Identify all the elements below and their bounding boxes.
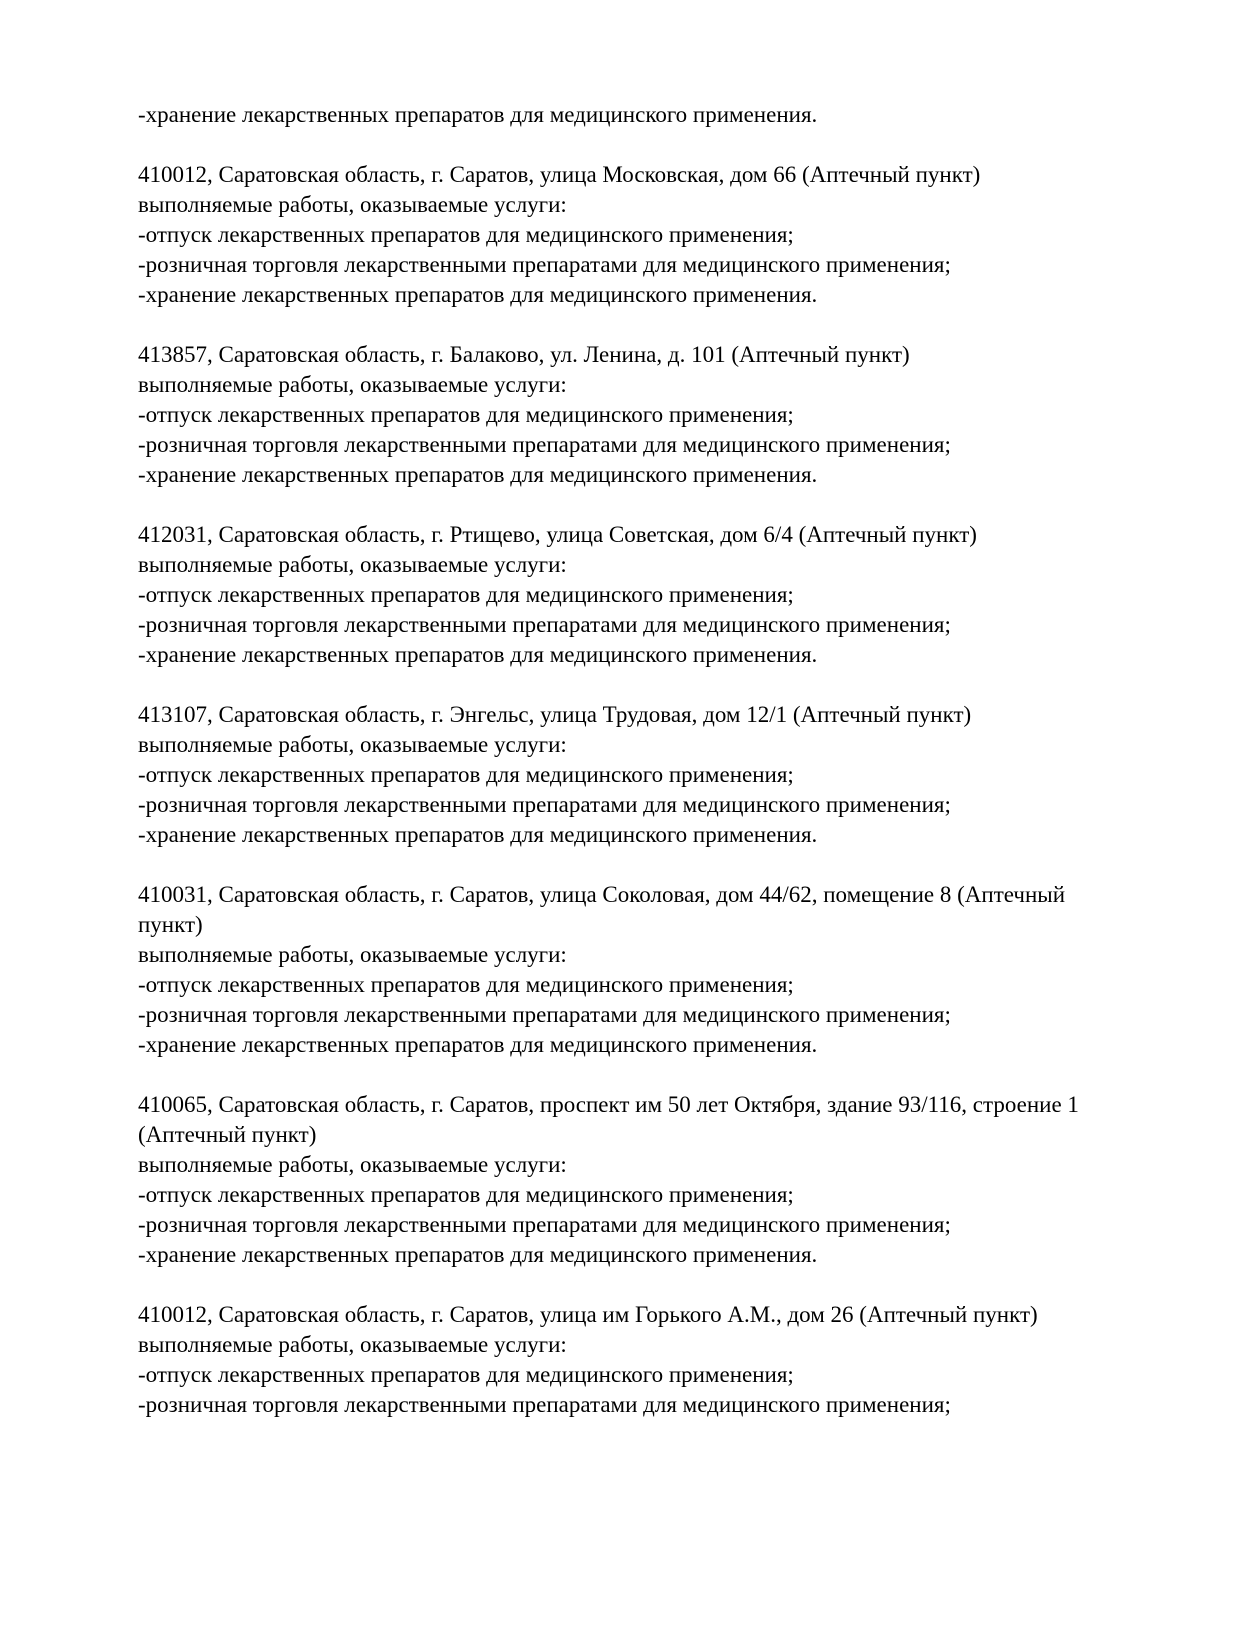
address-line: 410012, Саратовская область, г. Саратов, улица Московская, дом 66 (Аптечный пункт) xyxy=(138,162,981,187)
address-line-continued: (Аптечный пункт) xyxy=(138,1122,317,1147)
intro-service-line: -хранение лекарственных препаратов для медицинского применения. xyxy=(138,102,818,127)
service-line: -хранение лекарственных препаратов для медицинского применения. xyxy=(138,822,818,847)
service-line: -хранение лекарственных препаратов для медицинского применения. xyxy=(138,642,818,667)
service-line: -отпуск лекарственных препаратов для медицинского применения; xyxy=(138,762,794,787)
address-line: 410065, Саратовская область, г. Саратов, проспект им 50 лет Октября, здание 93/116, строение 1 xyxy=(138,1092,1079,1117)
works-header: выполняемые работы, оказываемые услуги: xyxy=(138,732,567,757)
service-line: -отпуск лекарственных препаратов для медицинского применения; xyxy=(138,972,794,997)
service-line: -отпуск лекарственных препаратов для медицинского применения; xyxy=(138,222,794,247)
service-line: -отпуск лекарственных препаратов для медицинского применения; xyxy=(138,582,794,607)
license-entry xyxy=(138,1300,1200,1420)
service-line: -отпуск лекарственных препаратов для медицинского применения; xyxy=(138,1362,794,1387)
service-line: -розничная торговля лекарственными препаратами для медицинского применения; xyxy=(138,612,951,637)
service-line: -хранение лекарственных препаратов для медицинского применения. xyxy=(138,282,818,307)
works-header: выполняемые работы, оказываемые услуги: xyxy=(138,372,567,397)
address-line: 412031, Саратовская область, г. Ртищево, улица Советская, дом 6/4 (Аптечный пункт) xyxy=(138,522,977,547)
service-line: -розничная торговля лекарственными препаратами для медицинского применения; xyxy=(138,792,951,817)
works-header: выполняемые работы, оказываемые услуги: xyxy=(138,552,567,577)
works-header: выполняемые работы, оказываемые услуги: xyxy=(138,192,567,217)
works-header: выполняемые работы, оказываемые услуги: xyxy=(138,1332,567,1357)
address-line: 410012, Саратовская область, г. Саратов, улица им Горького А.М., дом 26 (Аптечный пункт) xyxy=(138,1302,1038,1327)
service-line: -хранение лекарственных препаратов для медицинского применения. xyxy=(138,1242,818,1267)
address-line: 410031, Саратовская область, г. Саратов, улица Соколовая, дом 44/62, помещение 8 (Аптечный xyxy=(138,882,1066,907)
address-line-continued: пункт) xyxy=(138,912,203,937)
service-line: -розничная торговля лекарственными препаратами для медицинского применения; xyxy=(138,432,951,457)
service-line: -розничная торговля лекарственными препаратами для медицинского применения; xyxy=(138,252,951,277)
license-entry xyxy=(138,340,1200,490)
service-line: -розничная торговля лекарственными препаратами для медицинского применения; xyxy=(138,1212,951,1237)
license-entry xyxy=(138,160,1200,310)
license-entry xyxy=(138,1090,1200,1270)
works-header: выполняемые работы, оказываемые услуги: xyxy=(138,1152,567,1177)
license-entry xyxy=(138,700,1200,850)
service-line: -розничная торговля лекарственными препаратами для медицинского применения; xyxy=(138,1392,951,1417)
service-line: -отпуск лекарственных препаратов для медицинского применения; xyxy=(138,1182,794,1207)
service-line: -хранение лекарственных препаратов для медицинского применения. xyxy=(138,462,818,487)
works-header: выполняемые работы, оказываемые услуги: xyxy=(138,942,567,967)
service-line: -отпуск лекарственных препаратов для медицинского применения; xyxy=(138,402,794,427)
address-line: 413857, Саратовская область, г. Балаково, ул. Ленина, д. 101 (Аптечный пункт) xyxy=(138,342,910,367)
address-line: 413107, Саратовская область, г. Энгельс, улица Трудовая, дом 12/1 (Аптечный пункт) xyxy=(138,702,972,727)
license-entry xyxy=(138,880,1200,1060)
license-entry xyxy=(138,520,1200,670)
service-line: -розничная торговля лекарственными препаратами для медицинского применения; xyxy=(138,1002,951,1027)
service-line: -хранение лекарственных препаратов для медицинского применения. xyxy=(138,1032,818,1057)
